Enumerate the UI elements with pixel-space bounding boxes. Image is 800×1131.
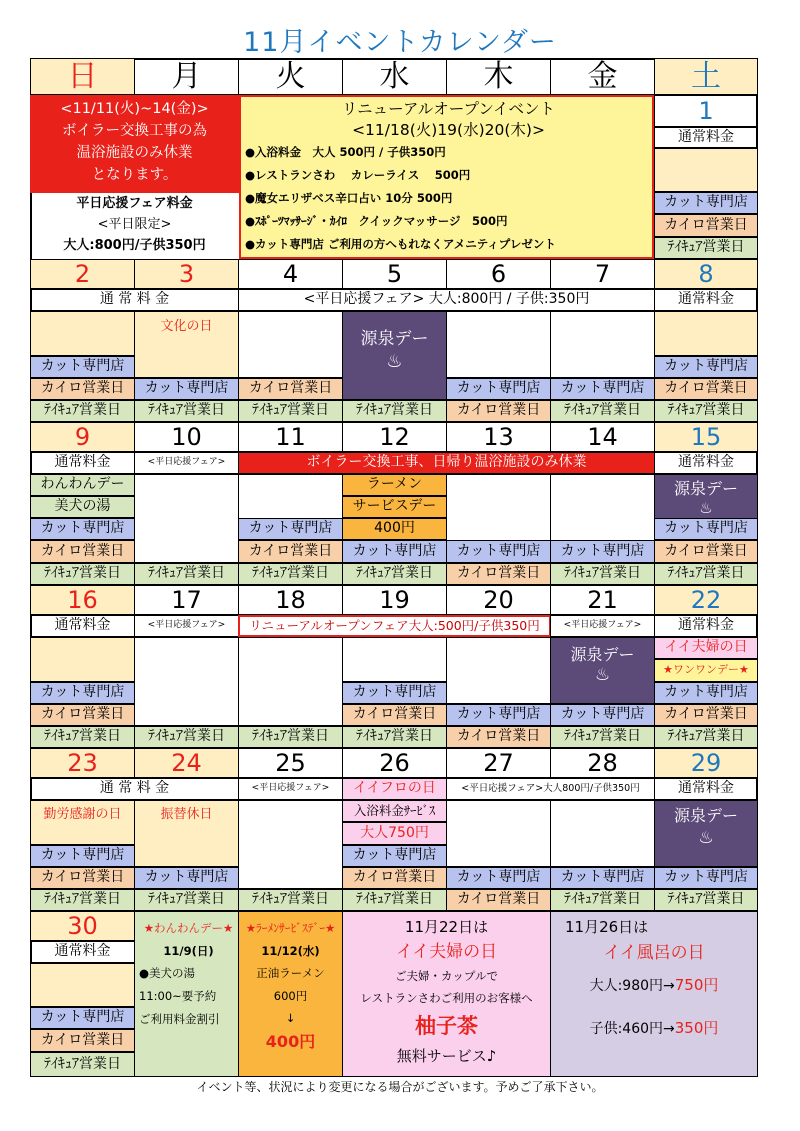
onsen-icon: ♨ xyxy=(698,828,714,848)
ramen-sale-price: 400円 xyxy=(265,1032,316,1051)
fee-label: 通常料金 xyxy=(654,127,758,148)
date-15: 15 xyxy=(654,422,758,452)
cut-shop-tag: カット専門店 xyxy=(30,845,135,867)
kairo-tag: カイロ営業日 xyxy=(30,540,135,563)
date-30: 30 xyxy=(30,911,135,941)
wanwan-line: 11:00~要予約 xyxy=(139,989,217,1003)
techi-tag: ﾃｲｷｭｱ営業日 xyxy=(134,563,239,585)
kairo-tag: カイロ営業日 xyxy=(446,563,551,585)
fair-title: 平日応援フェア料金 xyxy=(76,196,193,211)
empty-slot xyxy=(550,311,655,378)
weekday-fair-label: <平日応援フェア> xyxy=(134,615,239,637)
date-13: 13 xyxy=(446,422,551,452)
empty-slot xyxy=(654,148,758,192)
techi-tag: ﾃｲｷｭｱ営業日 xyxy=(134,400,239,422)
empty-slot xyxy=(446,800,551,867)
empty-slot xyxy=(446,474,551,541)
renewal-item: ●魔女エリザベス辛口占い 10分 500円 xyxy=(245,191,453,205)
kairo-tag: カイロ営業日 xyxy=(238,378,343,400)
weekday-fair-label: <平日応援フェア>大人800円/子供350円 xyxy=(446,778,655,800)
wanwan-date: 11/9(日) xyxy=(163,944,214,958)
date-26: 26 xyxy=(342,748,447,778)
techi-tag: ﾃｲｷｭｱ営業日 xyxy=(342,889,447,911)
fair-limit: <平日限定> xyxy=(97,217,172,232)
weekday-fair-label: <平日応援フェア> xyxy=(238,778,343,800)
fufu-line: レストランさわご利用のお客様へ xyxy=(360,991,533,1005)
weekday-fair-label: <平日応援フェア> xyxy=(550,615,655,637)
techi-tag: ﾃｲｷｭｱ営業日 xyxy=(550,726,655,748)
day-header-sat: 土 xyxy=(654,58,758,95)
empty-slot xyxy=(446,637,551,704)
day-header-thu: 木 xyxy=(446,58,551,95)
gensen-label: 源泉デー xyxy=(360,329,429,349)
adult-750-price: 大人750円 xyxy=(342,822,447,845)
empty-slot xyxy=(550,474,655,541)
closure-banner: ボイラー交換工事、日帰り温浴施設のみ休業 xyxy=(238,452,655,474)
free-service: 無料サービス♪ xyxy=(396,1047,497,1065)
date-7: 7 xyxy=(550,259,655,289)
yuzu-tea: 柚子茶 xyxy=(415,1014,478,1038)
renewal-item: ●レストランさわ カレーライス 500円 xyxy=(245,168,471,182)
notice-line: <11/11(火)~14(金)> xyxy=(60,101,209,117)
wanwan-title: ★わんわんデー★ xyxy=(143,921,234,935)
ramen-price: 400円 xyxy=(342,518,447,540)
kairo-tag: カイロ営業日 xyxy=(342,867,447,889)
child-price-new: 350円 xyxy=(674,1019,719,1037)
notice-line: 温浴施設のみ休業 xyxy=(76,145,193,161)
gensen-day xyxy=(654,474,758,519)
cut-shop-tag: カット専門店 xyxy=(342,682,447,704)
empty-slot xyxy=(446,311,551,378)
techi-tag: ﾃｲｷｭｱ営業日 xyxy=(30,1052,135,1077)
date-4: 4 xyxy=(238,259,343,289)
ramen-day-info xyxy=(238,911,343,1077)
kairo-tag: カイロ営業日 xyxy=(654,540,758,563)
cut-shop-tag: カット専門店 xyxy=(446,378,551,400)
techi-tag: ﾃｲｷｭｱ営業日 xyxy=(342,400,447,422)
empty-slot xyxy=(30,637,135,682)
date-8: 8 xyxy=(654,259,758,289)
ii-furo-day: イイフロの日 xyxy=(342,778,447,800)
techi-tag: ﾃｲｷｭｱ営業日 xyxy=(550,400,655,422)
service-day-label: サービスデー xyxy=(342,496,447,518)
kairo-tag: カイロ営業日 xyxy=(446,726,551,748)
techi-tag: ﾃｲｷｭｱ営業日 xyxy=(238,563,343,585)
gensen-label: 源泉デー xyxy=(570,645,635,664)
kairo-tag: カイロ営業日 xyxy=(446,889,551,911)
renewal-title: リニューアルオープンイベント xyxy=(341,100,556,118)
day-header-tue: 火 xyxy=(238,58,343,95)
cut-shop-tag: カット専門店 xyxy=(550,704,655,726)
day-header-mon: 月 xyxy=(134,58,239,95)
ramen-date: 11/12(水) xyxy=(261,944,320,958)
date-28: 28 xyxy=(550,748,655,778)
cut-shop-tag: カット専門店 xyxy=(134,867,239,889)
empty-slot xyxy=(238,474,343,519)
notice-line: となります。 xyxy=(91,167,178,183)
techi-tag: ﾃｲｷｭｱ営業日 xyxy=(134,889,239,911)
techi-tag: ﾃｲｷｭｱ営業日 xyxy=(550,889,655,911)
fufu-title: イイ夫婦の日 xyxy=(395,942,498,962)
kairo-tag: カイロ営業日 xyxy=(654,378,758,400)
gensen-label: 源泉デー xyxy=(673,806,738,825)
date-14: 14 xyxy=(550,422,655,452)
bath-fee-service: 入浴料金ｻｰﾋﾞｽ xyxy=(342,800,447,822)
techi-tag: ﾃｲｷｭｱ営業日 xyxy=(654,400,758,422)
techi-tag: ﾃｲｷｭｱ営業日 xyxy=(654,726,758,748)
techi-tag: ﾃｲｷｭｱ営業日 xyxy=(342,563,447,585)
day-header-fri: 金 xyxy=(550,58,655,95)
bikennoyu: 美犬の湯 xyxy=(30,496,135,518)
ramen-line: 正油ラーメン xyxy=(256,966,325,980)
date-29: 29 xyxy=(654,748,758,778)
onsen-icon: ♨ xyxy=(699,499,713,517)
empty-slot xyxy=(134,637,239,726)
date-2: 2 xyxy=(30,259,135,289)
ii-fufu-info xyxy=(342,911,551,1077)
cut-shop-tag: カット専門店 xyxy=(654,356,758,378)
adult-price-new: 750円 xyxy=(674,976,719,994)
empty-slot xyxy=(30,311,135,356)
techi-tag: ﾃｲｷｭｱ営業日 xyxy=(238,889,343,911)
holiday-label: 勤労感謝の日 xyxy=(30,800,135,845)
date-21: 21 xyxy=(550,585,655,615)
fufu-line: ご夫婦・カップルで xyxy=(395,969,498,983)
techi-tag: ﾃｲｷｭｱ営業日 xyxy=(30,889,135,911)
cut-shop-tag: カット専門店 xyxy=(654,518,758,540)
kairo-tag: カイロ営業日 xyxy=(30,867,135,889)
date-5: 5 xyxy=(342,259,447,289)
date-9: 9 xyxy=(30,422,135,452)
kairo-tag: カイロ営業日 xyxy=(342,704,447,726)
date-17: 17 xyxy=(134,585,239,615)
cut-shop-tag: カット専門店 xyxy=(30,518,135,540)
gensen-day xyxy=(342,311,447,400)
cut-shop-tag: カット専門店 xyxy=(550,378,655,400)
date-16: 16 xyxy=(30,585,135,615)
wanwan-line: ●美犬の湯 xyxy=(139,966,196,980)
holiday-label: 文化の日 xyxy=(134,311,239,378)
techi-tag: ﾃｲｷｭｱ営業日 xyxy=(342,726,447,748)
kairo-tag: カイロ営業日 xyxy=(30,704,135,726)
cut-shop-tag: カット専門店 xyxy=(30,682,135,704)
page-title: 11月イベントカレンダー xyxy=(243,27,557,58)
empty-slot xyxy=(550,800,655,867)
ramen-title: ★ﾗｰﾒﾝｻｰﾋﾞｽﾃﾞｰ★ xyxy=(245,921,336,935)
cut-shop-tag: カット専門店 xyxy=(342,540,447,563)
techi-tag: ﾃｲｷｭｱ営業日 xyxy=(134,726,239,748)
furo-title: イイ風呂の日 xyxy=(603,943,705,963)
renewal-item: ●入浴料金 大人 500円 / 子供350円 xyxy=(245,145,446,159)
date-10: 10 xyxy=(134,422,239,452)
cut-shop-tag: カット専門店 xyxy=(342,845,447,867)
fee-label: 通常料金 xyxy=(30,452,135,474)
kairo-tag: カイロ営業日 xyxy=(446,400,551,422)
techi-tag: ﾃｲｷｭｱ営業日 xyxy=(550,563,655,585)
kairo-tag: カイロ営業日 xyxy=(30,378,135,400)
child-price-old: 子供:460円→ xyxy=(589,1021,675,1037)
kairo-tag: カイロ営業日 xyxy=(654,214,758,237)
day-header-wed: 水 xyxy=(342,58,447,95)
fee-label: 通常料金 xyxy=(654,452,758,474)
renewal-item: ●ｽﾎﾟｰﾂﾏｯｻｰｼﾞ・ｶｲﾛ クイックマッサージ 500円 xyxy=(245,214,508,228)
techi-tag: ﾃｲｷｭｱ営業日 xyxy=(238,726,343,748)
date-18: 18 xyxy=(238,585,343,615)
techi-tag: ﾃｲｷｭｱ営業日 xyxy=(238,400,343,422)
arrow-down-icon: ↓ xyxy=(285,1011,296,1025)
date-6: 6 xyxy=(446,259,551,289)
techi-tag: ﾃｲｷｭｱ営業日 xyxy=(654,889,758,911)
date-24: 24 xyxy=(134,748,239,778)
furo-date: 11月26日は xyxy=(565,918,649,936)
holiday-label: 振替休日 xyxy=(134,800,239,867)
kairo-tag: カイロ営業日 xyxy=(30,1029,135,1052)
date-22: 22 xyxy=(654,585,758,615)
cut-shop-tag: カット専門店 xyxy=(30,356,135,378)
fee-label: 通常料金 xyxy=(654,615,758,637)
day-header-sun: 日 xyxy=(30,58,135,95)
fee-label: 通常料金 xyxy=(654,778,758,800)
techi-tag: ﾃｲｷｭｱ営業日 xyxy=(654,563,758,585)
renewal-fair-label: リニューアルオープンフェア大人:500円/子供350円 xyxy=(238,615,551,637)
cut-shop-tag: カット専門店 xyxy=(654,192,758,214)
wanwan-day-badge: ★ワンワンデー★ xyxy=(654,659,758,682)
kairo-tag: カイロ営業日 xyxy=(654,704,758,726)
fair-price: 大人:800円/子供350円 xyxy=(63,238,206,253)
date-19: 19 xyxy=(342,585,447,615)
weekday-fair-label: <平日応援フェア> xyxy=(134,452,239,474)
empty-slot xyxy=(238,311,343,378)
empty-slot xyxy=(30,963,135,1007)
cut-shop-tag: カット専門店 xyxy=(134,378,239,400)
renewal-dates: <11/18(火)19(水)20(木)> xyxy=(352,121,545,139)
date-23: 23 xyxy=(30,748,135,778)
weekday-fair-info xyxy=(30,193,239,259)
cut-shop-tag: カット専門店 xyxy=(30,1007,135,1029)
footer-note: イベント等、状況により変更になる場合がございます。予めご了承下さい。 xyxy=(196,1080,604,1094)
onsen-icon: ♨ xyxy=(594,665,611,685)
cut-shop-tag: カット専門店 xyxy=(550,540,655,563)
wanwan-day-info xyxy=(134,911,239,1077)
empty-slot xyxy=(654,311,758,356)
date-12: 12 xyxy=(342,422,447,452)
techi-tag: ﾃｲｷｭｱ営業日 xyxy=(30,400,135,422)
date-27: 27 xyxy=(446,748,551,778)
empty-slot xyxy=(134,474,239,563)
ii-fufu-day: イイ夫婦の日 xyxy=(654,637,758,659)
cut-shop-tag: カット専門店 xyxy=(550,867,655,889)
empty-slot xyxy=(238,800,343,889)
cut-shop-tag: カット専門店 xyxy=(238,518,343,540)
renewal-item: ●カット専門店 ご利用の方へもれなくアメニティプレゼント xyxy=(245,237,556,251)
cut-shop-tag: カット専門店 xyxy=(446,704,551,726)
renewal-event-box xyxy=(239,95,654,259)
wanwan-day: わんわんデー xyxy=(30,474,135,496)
adult-price-old: 大人:980円→ xyxy=(589,978,675,994)
fee-label: 通 常 料 金 xyxy=(30,778,239,800)
date-3: 3 xyxy=(134,259,239,289)
cut-shop-tag: カット専門店 xyxy=(446,540,551,563)
fee-label: 通常料金 xyxy=(30,615,135,637)
weekday-fair-label: <平日応援フェア> 大人:800円 / 子供:350円 xyxy=(238,289,655,311)
gensen-day xyxy=(550,637,655,704)
gensen-label: 源泉デー xyxy=(673,479,738,498)
date-11: 11 xyxy=(238,422,343,452)
gensen-day xyxy=(654,800,758,867)
fee-label: 通 常 料 金 xyxy=(30,289,239,311)
onsen-icon: ♨ xyxy=(386,351,403,372)
fufu-date: 11月22日は xyxy=(404,918,489,936)
wanwan-line: ご利用料金割引 xyxy=(139,1012,220,1026)
fee-label: 通常料金 xyxy=(654,289,758,311)
techi-tag: ﾃｲｷｭｱ営業日 xyxy=(30,563,135,585)
ramen-line: 600円 xyxy=(273,989,308,1003)
boiler-notice xyxy=(30,95,239,193)
cut-shop-tag: カット専門店 xyxy=(654,682,758,704)
ii-furo-info xyxy=(550,911,758,1077)
cut-shop-tag: カット専門店 xyxy=(654,867,758,889)
empty-slot xyxy=(342,637,447,682)
techi-tag: ﾃｲｷｭｱ営業日 xyxy=(30,726,135,748)
ramen-label: ラーメン xyxy=(342,474,447,496)
fee-label: 通常料金 xyxy=(30,941,135,963)
empty-slot xyxy=(238,637,343,726)
date-20: 20 xyxy=(446,585,551,615)
date-25: 25 xyxy=(238,748,343,778)
techi-tag: ﾃｲｷｭｱ営業日 xyxy=(654,237,758,259)
notice-line: ボイラー交換工事の為 xyxy=(62,123,207,139)
date-1: 1 xyxy=(654,95,758,127)
cut-shop-tag: カット専門店 xyxy=(446,867,551,889)
kairo-tag: カイロ営業日 xyxy=(238,540,343,563)
